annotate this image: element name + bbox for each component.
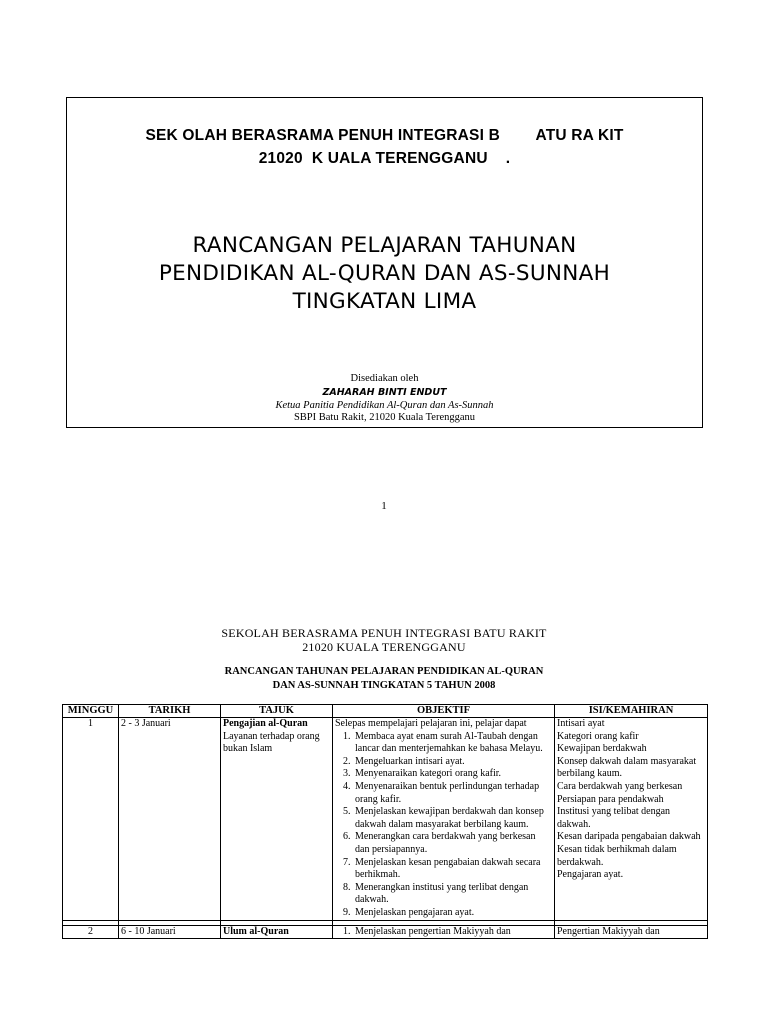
page2-plan-line2: DAN AS-SUNNAH TINGKATAN 5 TAHUN 2008 xyxy=(272,680,496,691)
objektif-lead: Selepas mempelajari pelajaran ini, pelajar dapat xyxy=(335,718,527,729)
cell-minggu: 2 xyxy=(63,925,119,939)
objektif-list xyxy=(335,926,552,939)
list-item: Kesan tidak berhikmah dalam berdakwah. xyxy=(557,843,677,868)
cover-school-name xyxy=(67,124,702,170)
objektif-list xyxy=(335,731,552,920)
header-tarikh: TARIKH xyxy=(119,705,221,718)
cover-title xyxy=(67,232,702,316)
list-item: Institusi yang telibat dengan dakwah. xyxy=(557,806,671,830)
cover-title-line3: TINGKATAN LIMA xyxy=(292,289,477,314)
cover-box xyxy=(66,97,703,428)
lesson-plan-table xyxy=(62,704,708,939)
list-item: 4. Menyenaraikan bentuk perlindungan terhadap orang kafir. xyxy=(353,781,552,806)
cell-tarikh: 6 - 10 Januari xyxy=(119,925,221,939)
cell-tajuk xyxy=(221,925,333,939)
list-item: Pengajaran ayat. xyxy=(557,869,624,881)
list-item: 3. Menyenaraikan kategori orang kafir. xyxy=(353,768,552,781)
list-item: Cara berdakwah yang berkesan xyxy=(557,780,683,792)
list-item: Intisari ayat xyxy=(557,718,605,729)
list-item: 5. Menjelaskan kewajipan berdakwah dan konsep dakwah dalam masyarakat berbilang kaum. xyxy=(353,806,552,831)
author-school: SBPI Batu Rakit, 21020 Kuala Terengganu xyxy=(293,412,476,423)
list-item: 7. Menjelaskan kesan pengabaian dakwah secara berhikmah. xyxy=(353,857,552,882)
list-item: 2. Mengeluarkan intisari ayat. xyxy=(353,756,552,769)
tajuk-title: Pengajian al-Quran xyxy=(223,718,308,729)
header-tajuk: TAJUK xyxy=(221,705,333,718)
list-item: 9. Menjelaskan pengajaran ayat. xyxy=(353,907,552,920)
author-name: ZAHARAH BINTI ENDUT xyxy=(322,386,447,398)
page2-school-line1: SEKOLAH BERASRAMA PENUH INTEGRASI BATU RAKIT xyxy=(221,626,547,640)
table-header-row xyxy=(63,705,708,718)
cover-title-line2: PENDIDIKAN AL-QURAN DAN AS-SUNNAH xyxy=(158,261,611,286)
prepared-by-label: Disediakan oleh xyxy=(350,373,419,384)
cover-prepared-block xyxy=(67,373,702,425)
list-item: Kesan daripada pengabaian dakwah xyxy=(557,831,701,843)
page-bottom-mask xyxy=(0,1000,768,1024)
page2-school-line2: 21020 KUALA TERENGGANU xyxy=(302,640,466,654)
page2-plan-heading xyxy=(0,665,768,693)
author-role: Ketua Panitia Pendidikan Al-Quran dan As-Sunnah xyxy=(275,399,494,411)
list-item: 6. Menerangkan cara berdakwah yang berkesan dan persiapannya. xyxy=(353,831,552,856)
cell-objektif xyxy=(333,925,555,939)
tajuk-title: Ulum al-Quran xyxy=(223,925,289,937)
page2-plan-line1: RANCANGAN TAHUNAN PELAJARAN PENDIDIKAN AL-QURAN xyxy=(224,666,544,677)
list-item: Pengertian Makiyyah dan xyxy=(557,925,660,937)
list-item: 8. Menerangkan institusi yang terlibat dengan dakwah. xyxy=(353,882,552,907)
table-row xyxy=(63,925,708,939)
cover-school-line1: SEK OLAH BERASRAMA PENUH INTEGRASI B ATU RA KIT xyxy=(145,127,624,144)
list-item: 1. Membaca ayat enam surah Al-Taubah dengan lancar dan menterjemahkan ke bahasa Melayu. xyxy=(353,731,552,756)
cell-minggu: 1 xyxy=(63,718,119,921)
cell-isi xyxy=(555,925,708,939)
header-isi: ISI/KEMAHIRAN xyxy=(555,705,708,718)
list-item: Kategori orang kafir xyxy=(557,730,639,742)
cell-tajuk xyxy=(221,718,333,921)
cell-objektif xyxy=(333,718,555,921)
page2-school-heading xyxy=(0,626,768,654)
table-row xyxy=(63,718,708,921)
cell-isi xyxy=(555,718,708,921)
list-item: Persiapan para pendakwah xyxy=(557,793,664,805)
list-item: Kewajipan berdakwah xyxy=(557,743,647,755)
header-minggu: MINGGU xyxy=(63,705,119,718)
list-item: 1. Menjelaskan pengertian Makiyyah dan xyxy=(353,926,552,939)
cover-title-line1: RANCANGAN PELAJARAN TAHUNAN xyxy=(192,233,577,258)
tajuk-subtitle: Layanan terhadap orang bukan Islam xyxy=(223,730,320,755)
page-number: 1 xyxy=(381,500,387,512)
cover-school-line2: 21020 K UALA TERENGGANU . xyxy=(258,150,511,167)
cell-tarikh: 2 - 3 Januari xyxy=(119,718,221,921)
list-item: Konsep dakwah dalam masyarakat berbilang kaum. xyxy=(557,755,697,780)
header-objektif: OBJEKTIF xyxy=(333,705,555,718)
